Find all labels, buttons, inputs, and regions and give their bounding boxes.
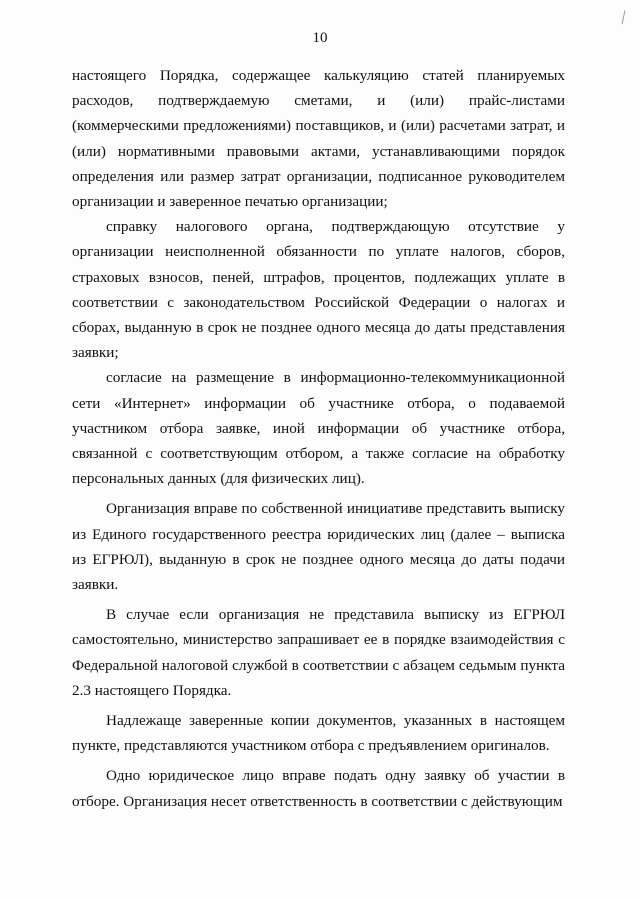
paragraph-egrul-extract: Организация вправе по собственной инициативе представить выписку из Единого государственного реестра юридических лиц (далее – выписка из ЕГРЮЛ), выданную в срок не позднее одного месяца до даты подачи заявки. [72,500,565,594]
page-number: 10 [312,30,328,46]
paragraph-consent: согласие на размещение в информационно-телекоммуникационной сети «Интернет» информации об участнике отбора, о подаваемой участником отбора заявке, иной информации об участнике отбора, связанной с соответствующим отбором, а также согласие на обработку персональных данных (для физических лиц). [72,369,565,488]
paragraph-tax-certificate: справку налогового органа, подтверждающую отсутствие у организации неисполненной обязанности по уплате налогов, сборов, страховых взносов, пеней, штрафов, процентов, подлежащих уплате в соответствии с законодательством Российской Федерации о налогах и сборах, выданную в срок не позднее одного месяца до даты представления заявки; [72,218,565,362]
paragraph-certified-copies: Надлежаще заверенные копии документов, указанных в настоящем пункте, представляются участником отбора с предъявлением оригиналов. [72,712,565,755]
paragraph-one-application: Одно юридическое лицо вправе подать одну заявку об участии в отборе. Организация несет ответственность в соответствии с действующим [72,767,565,810]
paragraph-ministry-request: В случае если организация не представила выписку из ЕГРЮЛ самостоятельно, министерство запрашивает ее в порядке взаимодействия с Федеральной налоговой службой в соответствии с абзацем седьмым пункта 2.3 настоящего Порядка. [72,606,565,699]
body-text [72,63,565,814]
paragraph-calculation: настоящего Порядка, содержащее калькуляцию статей планируемых расходов, подтверждаемую сметами, и (или) прайс-листами (коммерческими предложениями) поставщиков, и (или) расчетами затрат, и (или) нормативными правовыми актами, устанавливающими порядок определения или размер затрат организации, подписанное руководителем организации и заверенное печатью организации; [72,67,565,211]
scan-mark [618,10,626,25]
